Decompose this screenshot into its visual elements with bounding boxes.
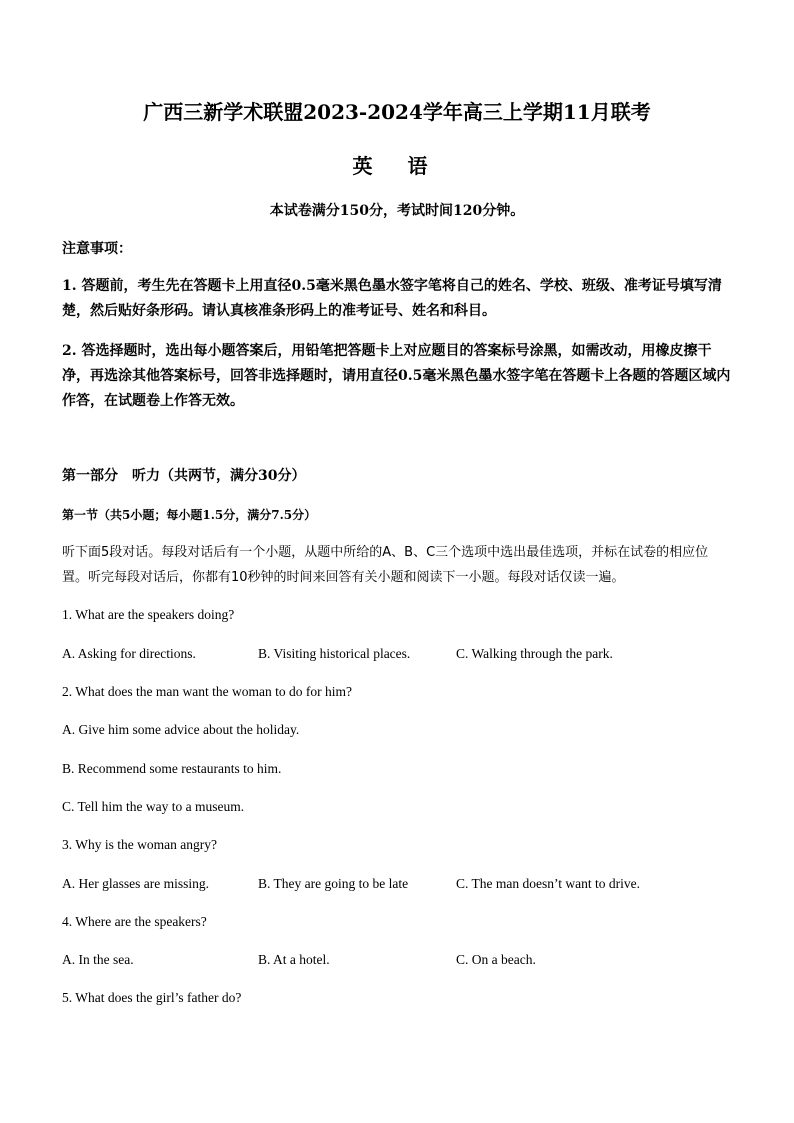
question-stem: 3. Why is the woman angry? — [62, 837, 217, 852]
option-c: C. Walking through the park. — [456, 646, 613, 661]
option-c: C. The man doesn’t want to drive. — [456, 876, 640, 891]
exam-info: 本试卷满分150分，考试时间120分钟。 — [269, 203, 525, 219]
option-b: B. They are going to be late — [258, 876, 409, 891]
option-a: A. Her glasses are missing. — [62, 876, 209, 891]
option-b: B. Recommend some restaurants to him. — [62, 761, 282, 776]
notes-heading: 注意事项： — [62, 241, 132, 257]
note-item-2: 2. 答选择题时，选出每小题答案后，用铅笔把答题卡上对应题目的答案标号涂黑，如需改动，用橡皮擦干净，再选涂其他答案标号，回答非选择题时，请用直径0.5毫米黑色墨水签字笔在答题卡上各题的答题区域内作答，在试题卷上作答无效。 — [62, 343, 731, 409]
part-heading: 第一部分 听力（共两节，满分30分） — [62, 468, 306, 484]
section-heading: 第一节（共5小题；每小题1.5分，满分7.5分） — [62, 508, 317, 522]
option-a: A. In the sea. — [62, 952, 134, 967]
option-a: A. Asking for directions. — [62, 646, 196, 661]
question-stem: 2. What does the man want the woman to do for him? — [62, 684, 352, 699]
section-instructions: 听下面5段对话。每段对话后有一个小题，从题中所给的A、B、C三个选项中选出最佳选项，并标在试卷的相应位置。听完每段对话后，你都有10秒钟的时间来回答有关小题和阅读下一小题。每段对话仅读一遍。 — [62, 545, 709, 585]
option-b: B. At a hotel. — [258, 952, 330, 967]
exam-title: 广西三新学术联盟2023-2024学年高三上学期11月联考 — [143, 100, 651, 124]
option-a: A. Give him some advice about the holiday. — [62, 722, 300, 737]
subject-title: 英 语 — [352, 154, 442, 178]
question-stem: 4. Where are the speakers? — [62, 914, 207, 929]
option-c: C. On a beach. — [456, 952, 536, 967]
option-b: B. Visiting historical places. — [258, 646, 411, 661]
question-stem: 1. What are the speakers doing? — [62, 607, 235, 622]
note-item-1: 1. 答题前，考生先在答题卡上用直径0.5毫米黑色墨水签字笔将自己的姓名、学校、班级、准考证号填写清楚，然后贴好条形码。请认真核准条形码上的准考证号、姓名和科目。 — [62, 278, 722, 319]
question-stem: 5. What does the girl’s father do? — [62, 990, 242, 1005]
option-c: C. Tell him the way to a museum. — [62, 799, 245, 814]
